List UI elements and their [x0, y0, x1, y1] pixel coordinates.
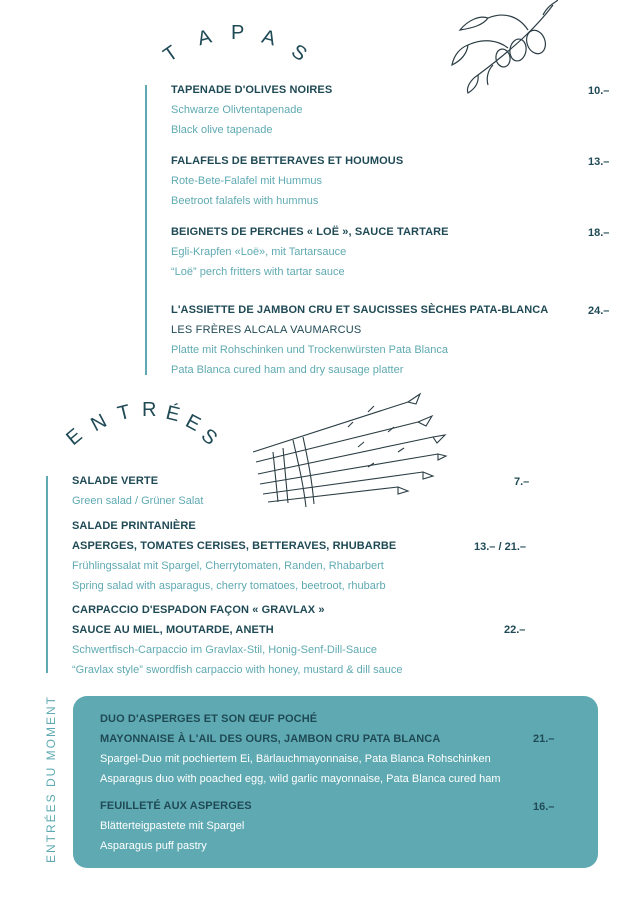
- entrees-divider-bar: [46, 476, 48, 673]
- item-english: Pata Blanca cured ham and dry sausage platter: [171, 364, 404, 376]
- item-german: Blätterteigpastete mit Spargel: [100, 820, 245, 832]
- item-name: SALADE PRINTANIÈRE: [72, 520, 196, 532]
- entrees-letter: E: [62, 424, 87, 450]
- menu-item: [72, 600, 403, 680]
- item-subtitle: MAYONNAISE À L'AIL DES OURS, JAMBON CRU PATA BLANCA: [100, 733, 441, 745]
- item-german: Green salad / Grüner Salat: [72, 495, 204, 507]
- menu-item: [100, 796, 252, 856]
- entrees-letter: S: [196, 424, 222, 450]
- menu-item: [72, 471, 203, 511]
- entrees-letter: E: [181, 410, 204, 436]
- item-subtitle: LES FRÈRES ALCALA VAUMARCUS: [171, 324, 362, 336]
- item-price: 22.–: [504, 624, 526, 636]
- menu-item: [171, 222, 449, 282]
- tapas-divider-bar: [145, 85, 147, 375]
- item-german: Schwarze Olivtentapenade: [171, 104, 303, 116]
- item-german: Spargel-Duo mit pochiertem Ei, Bärlauchmayonnaise, Pata Blanca Rohschinken: [100, 753, 491, 765]
- tapas-letter: P: [231, 22, 245, 44]
- entrees-letter: N: [87, 409, 111, 437]
- entrees-letter: É: [163, 401, 182, 427]
- item-german: Rote-Bete-Falafel mit Hummus: [171, 175, 322, 187]
- item-price: 13.–: [588, 156, 610, 168]
- item-english: Beetroot falafels with hummus: [171, 195, 319, 207]
- item-price: 18.–: [588, 227, 610, 239]
- item-english: “Loë” perch fritters with tartar sauce: [171, 266, 345, 278]
- item-name: FEUILLETÉ AUX ASPERGES: [100, 800, 252, 812]
- item-name: TAPENADE D'OLIVES NOIRES: [171, 84, 333, 96]
- item-german: Egli-Krapfen «Loë», mit Tartarsauce: [171, 246, 347, 258]
- item-name: CARPACCIO D'ESPADON FAÇON « GRAVLAX »: [72, 604, 325, 616]
- tapas-letter: S: [287, 40, 311, 66]
- entrees-letter: R: [142, 399, 157, 421]
- entrees-du-moment-label: ENTRÉES DU MOMENT: [44, 694, 58, 863]
- item-name: L'ASSIETTE DE JAMBON CRU ET SAUCISSES SÈCHES PATA-BLANCA: [171, 304, 549, 316]
- menu-item: [171, 151, 403, 211]
- menu-item: [171, 80, 332, 140]
- item-german: Frühlingssalat mit Spargel, Cherrytomaten, Randen, Rhabarbert: [72, 560, 384, 572]
- menu-item: [171, 300, 548, 380]
- item-german: Schwertfisch-Carpaccio im Gravlax-Stil, Honig-Senf-Dill-Sauce: [72, 644, 378, 656]
- item-name: FALAFELS DE BETTERAVES ET HOUMOUS: [171, 155, 404, 167]
- item-english: Spring salad with asparagus, cherry tomatoes, beetroot, rhubarb: [72, 580, 386, 592]
- item-name: BEIGNETS DE PERCHES « LOË », SAUCE TARTARE: [171, 226, 449, 238]
- entrees-letter: T: [115, 400, 133, 426]
- tapas-letter: T: [159, 41, 183, 67]
- item-english: “Gravlax style” swordfish carpaccio with honey, mustard & dill sauce: [72, 664, 403, 676]
- tapas-letter: A: [259, 25, 279, 51]
- item-english: Asparagus duo with poached egg, wild garlic mayonnaise, Pata Blanca cured ham: [100, 773, 501, 785]
- item-price: 16.–: [533, 801, 555, 813]
- item-english: Asparagus puff pastry: [100, 840, 207, 852]
- item-price: 10.–: [588, 85, 610, 97]
- item-price: 24.–: [588, 305, 610, 317]
- asparagus-illustration: [248, 382, 448, 512]
- tapas-letter: A: [195, 25, 214, 51]
- menu-item: [72, 516, 396, 596]
- item-name: DUO D'ASPERGES ET SON ŒUF POCHÉ: [100, 713, 318, 725]
- menu-item: [100, 709, 501, 789]
- olive-branch-illustration: [448, 0, 558, 95]
- item-english: Black olive tapenade: [171, 124, 273, 136]
- item-name: SALADE VERTE: [72, 475, 159, 487]
- item-subtitle: ASPERGES, TOMATES CERISES, BETTERAVES, RHUBARBE: [72, 540, 397, 552]
- item-price: 13.– / 21.–: [474, 541, 526, 553]
- item-german: Platte mit Rohschinken und Trockenwürsten Pata Blanca: [171, 344, 448, 356]
- entrees-du-moment-panel: [73, 696, 598, 868]
- item-price: 7.–: [514, 476, 530, 488]
- item-subtitle: SAUCE AU MIEL, MOUTARDE, ANETH: [72, 624, 274, 636]
- item-price: 21.–: [533, 733, 555, 745]
